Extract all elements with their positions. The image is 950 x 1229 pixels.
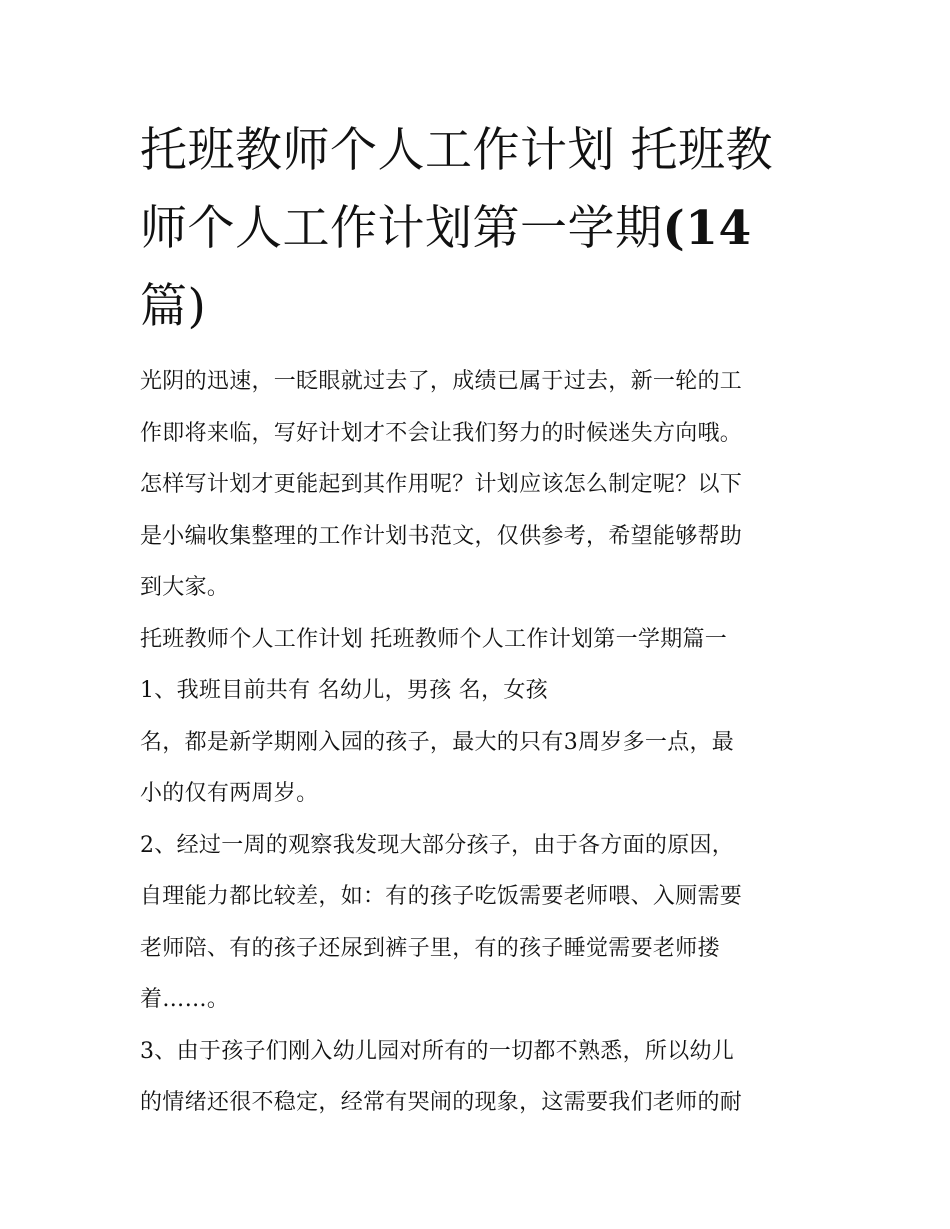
body-line: 作即将来临，写好计划才不会让我们努力的时候迷失方向哦。 [140, 420, 743, 446]
body-line: 怎样写计划才更能起到其作用呢？计划应该怎么制定呢？以下 [140, 472, 743, 497]
body-line: 1、我班目前共有 名幼儿，男孩 名，女孩 [140, 678, 548, 703]
document-body [140, 356, 830, 1129]
title-line-1: 托班教师个人工作计划 托班教 [140, 123, 773, 178]
section-heading: 托班教师个人工作计划 托班教师个人工作计划第一学期篇一 [140, 626, 728, 652]
body-line: 到大家。 [140, 575, 230, 600]
title-line-2-text: 师个人工作计划第一学期 [140, 201, 663, 256]
document-title [140, 112, 830, 346]
body-line: 2、经过一周的观察我发现大部分孩子，由于各方面的原因， [140, 832, 735, 858]
body-line: 小的仅有两周岁。 [140, 781, 319, 806]
title-line-2 [140, 190, 830, 268]
body-line: 光阴的迅速，一眨眼就过去了，成绩已属于过去，新一轮的工 [140, 369, 743, 394]
body-line: 3、由于孩子们刚入幼儿园对所有的一切都不熟悉，所以幼儿 [140, 1038, 735, 1064]
title-line-2-number: (14 [662, 201, 752, 256]
body-line: 名，都是新学期刚入园的孩子，最大的只有3周岁多一点，最 [140, 729, 735, 755]
title-line-3: 篇) [140, 279, 207, 334]
body-line: 是小编收集整理的工作计划书范文，仅供参考，希望能够帮助 [140, 523, 743, 549]
body-line: 的情绪还很不稳定，经常有哭闹的现象，这需要我们老师的耐 [140, 1090, 743, 1115]
body-line: 着……。 [140, 987, 230, 1012]
body-line: 自理能力都比较差，如：有的孩子吃饭需要老师喂、入厕需要 [140, 884, 743, 909]
body-line: 老师陪、有的孩子还尿到裤子里，有的孩子睡觉需要老师搂 [140, 935, 720, 961]
